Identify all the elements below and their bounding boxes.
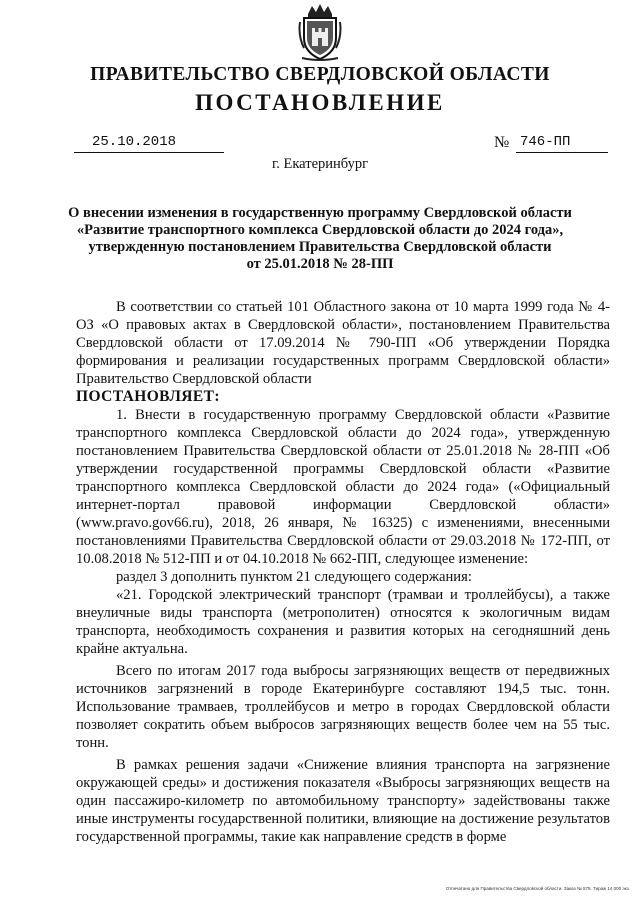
item-1-paragraph: 1. Внести в государственную программу Свердловской области «Развитие транспортного комплекса Свердловской области до 2024 года», утвержденную постановлением Правительства Свердловской области от 25.01.2018 № 28-ПП «Об утверждении государственной программы Свердловской области «Развитие транспортного комплекса Свердловской области до 2024 года» («Официальный интернет-портал правовой информации Свердловской области» (www.pravo.gov66.ru), 2018, 26 января, № 16325) с изменениями, внесенными постановлениями Правительства Свердловской области от 29.03.2018 № 172-ПП, от 10.08.2018 № 512-ПП и от 04.10.2018 № 662-ПП, следующее изменение: [76, 407, 610, 567]
document-body [76, 298, 610, 846]
government-name: ПРАВИТЕЛЬСТВО СВЕРДЛОВСКОЙ ОБЛАСТИ [90, 64, 550, 85]
coat-of-arms-icon [298, 2, 342, 62]
resolves-heading: ПОСТАНОВЛЯЕТ: [76, 388, 220, 405]
document-number: 746-ПП [520, 134, 571, 150]
number-field [516, 134, 608, 153]
section-3-paragraph: раздел 3 дополнить пунктом 21 следующего содержания: [116, 569, 472, 585]
date-field [74, 134, 224, 153]
document-type: ПОСТАНОВЛЕНИЕ [195, 90, 445, 115]
print-note: Отпечатано для Правительства Свердловской области. Заказ № 579. Тираж 14 000 экз. [445, 886, 630, 891]
clause-21-paragraph: «21. Городской электрический транспорт (трамваи и троллейбусы), а также внеуличные виды транспорта (метрополитен) относятся к экологичным видам транспорта, необходимость сохранения и развития которых на сегодняшний день крайне актуальна. [76, 587, 610, 657]
subject-line: О внесении изменения в государственную программу Свердловской области [68, 205, 572, 221]
subject-line: утвержденную постановлением Правительства Свердловской области [88, 239, 552, 255]
task-paragraph: В рамках решения задачи «Снижение влияния транспорта на загрязнение окружающей среды» и достижения показателя «Выбросы загрязняющих веществ на один пассажиро-километр по автомобильному транспорту» задействованы также иные инструменты государственной политики, влияющие на достижение результатов государственной программы, такие как направление средств в форме [76, 757, 610, 845]
document-date: 25.10.2018 [92, 134, 177, 150]
preamble-paragraph: В соответствии со статьей 101 Областного закона от 10 марта 1999 года № 4-ОЗ «О правовых актах в Свердловской области», постановлением Правительства Свердловской области от 17.09.2014 № 790-ПП «Об утверждении Порядка формирования и реализации государственных программ Свердловской области» Правительство Свердловской области [76, 299, 610, 387]
emissions-paragraph: Всего по итогам 2017 года выбросы загрязняющих веществ от передвижных источников загрязнений в городе Екатеринбурге составляют 194,5 тыс. тонн. Использование трамваев, троллейбусов и метро в городах Свердловской области позволяет сократить объем выбросов загрязняющих веществ более чем на 55 тыс. тонн. [76, 663, 610, 751]
document-subject [60, 205, 580, 273]
city: г. Екатеринбург [271, 156, 369, 172]
subject-line: от 25.01.2018 № 28-ПП [246, 256, 394, 272]
number-label: № [494, 134, 510, 151]
subject-line: «Развитие транспортного комплекса Свердловской области до 2024 года», [76, 222, 564, 238]
